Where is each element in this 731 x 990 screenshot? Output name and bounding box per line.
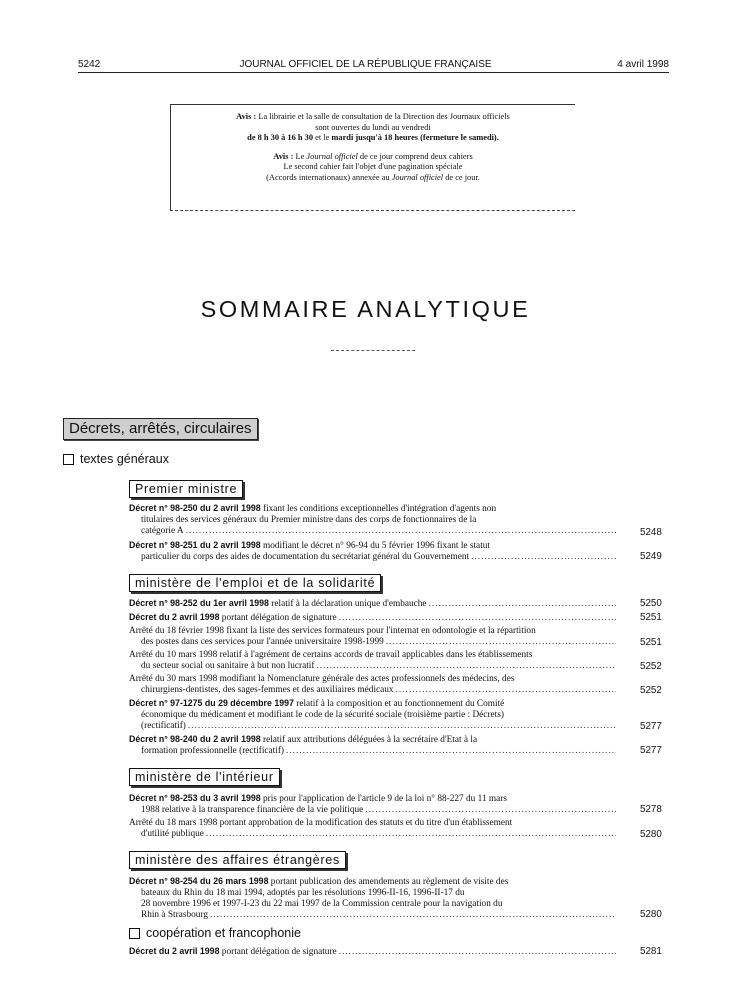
entry-arrete-18-fevrier[interactable]: Arrêté du 18 février 1998 fixant la liste des services formateurs pour l'internat en odontologie et la répartition des postes dans ces services pour l'année universitaire 1998-1999 .....	[129, 626, 616, 648]
entry-decret-98-254[interactable]: Décret n° 98-254 du 26 mars 1998 portant publication des amendements au règlement de visite des bateaux du Rhin du 18 mai 1994, adoptés par les résolutions 1996-II-16, 1996-II-17 du 28 novembre 1996 et 1997-I-23 du 22 mai 1997 de la Commission centrale pour la navigation du Rhin à Strasbourg .....	[129, 876, 616, 921]
page-ref: 5278	[640, 804, 662, 815]
page-ref: 5280	[640, 829, 662, 840]
avis-line-2: sont ouvertes du lundi au vendredi	[315, 122, 431, 132]
avis-line-6: (Accords internationaux) annexée au Journal officiel de ce jour.	[266, 172, 480, 182]
category-label: coopération et francophonie	[146, 926, 301, 940]
entry-arrete-18-mars[interactable]: Arrêté du 18 mars 1998 portant approbation de la modification des statuts et du titre d'un établissement d'utilité publique .....	[129, 818, 616, 840]
page-ref: 5281	[640, 946, 662, 957]
page-ref: 5252	[640, 661, 662, 672]
avis-line-1: Avis : La librairie et la salle de consultation de la Direction des Journaux officiels	[236, 112, 510, 121]
page-ref: 5277	[640, 721, 662, 732]
page-ref: 5277	[640, 745, 662, 756]
avis-line-5: Le second cahier fait l'objet d'une pagination spéciale	[283, 162, 463, 172]
ministry-interieur: ministère de l'intérieur	[129, 768, 280, 786]
entry-decret-98-251[interactable]: Décret n° 98-251 du 2 avril 1998 modifiant le décret n° 96-94 du 5 février 1996 fixant le statut particulier du corps des aides de documentation du secrétariat général du Gouvernement .....	[129, 540, 616, 563]
journal-title: JOURNAL OFFICIEL DE LA RÉPUBLIQUE FRANÇAISE	[239, 59, 492, 70]
issue-date: 4 avril 1998	[617, 59, 669, 70]
entry-decret-98-240[interactable]: Décret n° 98-240 du 2 avril 1998 relatif aux attributions déléguées à la secrétaire d'Etat à la formation professionnelle (rectificatif) .....	[129, 734, 616, 757]
checkbox-icon	[63, 454, 74, 465]
entry-decret-98-253[interactable]: Décret n° 98-253 du 3 avril 1998 pris pour l'application de l'article 9 de la loi n° 88-227 du 11 mars 1988 relative à la transparence financière de la vie politique .....	[129, 793, 616, 816]
section-label: Décrets, arrêtés, circulaires	[63, 418, 258, 440]
ministry-affaires-etrangeres: ministère des affaires étrangères	[129, 851, 346, 869]
page-ref: 5250	[640, 598, 662, 609]
page-number: 5242	[78, 59, 101, 70]
entry-decret-97-1275[interactable]: Décret n° 97-1275 du 29 décembre 1997 relatif à la composition et au fonctionnement du Comité économique du médicament et modifiant le code de la sécurité sociale (troisième partie : Décrets) (rectificatif) .....	[129, 698, 616, 732]
page-ref: 5248	[640, 527, 662, 538]
category-textes-generaux	[63, 452, 169, 466]
page-ref: 5251	[640, 637, 662, 648]
ministry-premier-ministre: Premier ministre	[129, 480, 243, 498]
avis-line-3: de 8 h 30 à 16 h 30 et le mardi jusqu'à 18 heures (fermeture le samedi).	[247, 133, 499, 143]
entry-decret-98-250[interactable]: Décret n° 98-250 du 2 avril 1998 fixant les conditions exceptionnelles d'intégration d'agents non titulaires des services généraux du Premier ministre dans des corps de fonctionnaires de la catégorie A .....	[129, 503, 616, 537]
page-ref: 5280	[640, 909, 662, 920]
avis-box	[170, 104, 575, 211]
avis-line-4: Avis : Le Journal officiel de ce jour comprend deux cahiers	[273, 151, 473, 161]
entry-decret-98-252[interactable]: Décret n° 98-252 du 1er avril 1998 relatif à la déclaration unique d'embauche .....	[129, 598, 616, 610]
header-rule	[78, 72, 669, 73]
entry-decret-2-avril-cooperation[interactable]: Décret du 2 avril 1998 portant délégation de signature .....	[129, 946, 616, 958]
page-title: SOMMAIRE ANALYTIQUE	[200, 296, 531, 322]
category-cooperation	[129, 926, 301, 940]
title-divider	[331, 350, 415, 351]
page-ref: 5251	[640, 612, 662, 623]
checkbox-icon	[129, 928, 140, 939]
entry-decret-2-avril[interactable]: Décret du 2 avril 1998 portant délégation de signature .....	[129, 612, 616, 624]
category-label: textes généraux	[80, 452, 169, 466]
page-ref: 5249	[640, 551, 662, 562]
entry-arrete-30-mars[interactable]: Arrêté du 30 mars 1998 modifiant la Nomenclature générale des actes professionnels des médecins, des chirurgiens-dentistes, des sages-femmes et des auxiliaires médicaux .....	[129, 674, 616, 696]
ministry-emploi-solidarite: ministère de l'emploi et de la solidarité	[129, 574, 381, 592]
entry-arrete-10-mars[interactable]: Arrêté du 10 mars 1998 relatif à l'agrément de certains accords de travail applicables dans les établissements du secteur social ou sanitaire à but non lucratif .....	[129, 650, 616, 672]
page-ref: 5252	[640, 685, 662, 696]
